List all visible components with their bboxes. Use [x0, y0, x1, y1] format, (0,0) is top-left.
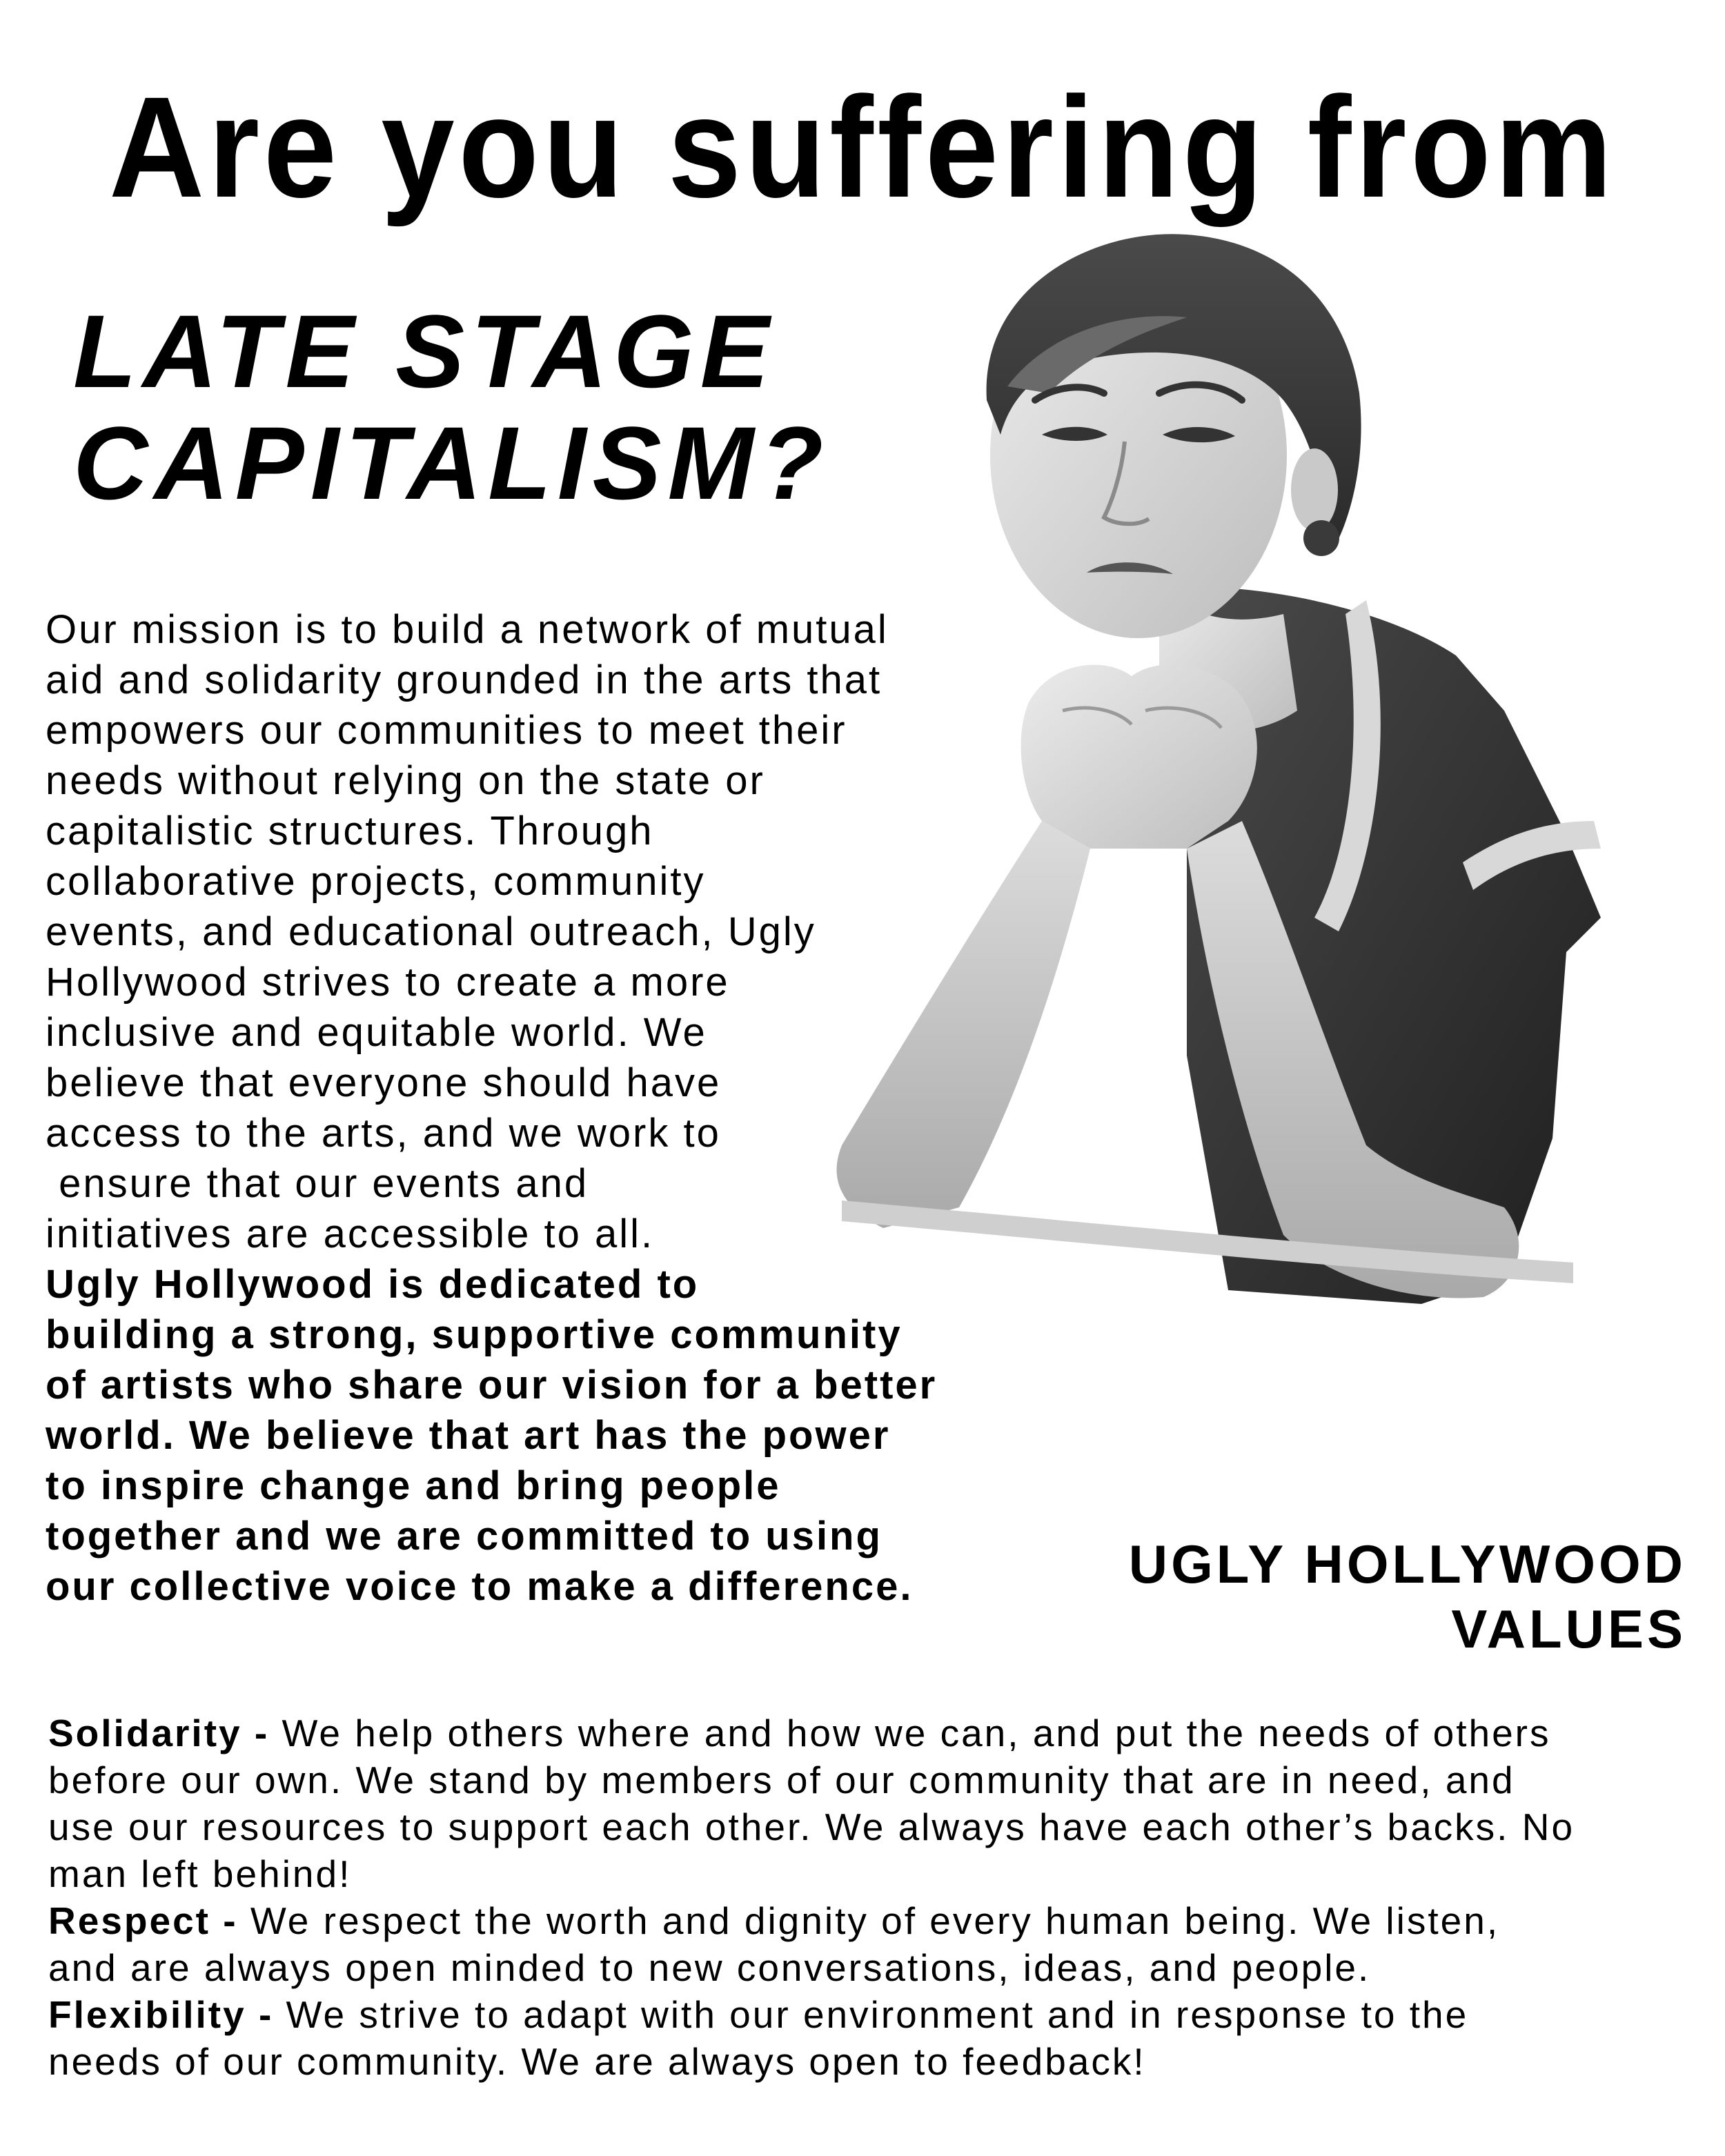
- value-respect: [48, 1897, 1704, 1991]
- values-title: [996, 1532, 1686, 1661]
- value-text: use our resources to support each other. We always have each other’s backs. No: [48, 1806, 1575, 1848]
- value-text: We help others where and how we can, and put the needs of others: [269, 1712, 1551, 1754]
- mission-bold-line: Ugly Hollywood is dedicated to: [46, 1262, 700, 1307]
- subhead-line-2: CAPITALISM?: [73, 405, 830, 521]
- mission-bold-line: together and we are committed to using: [46, 1514, 883, 1559]
- value-label-solidarity: Solidarity -: [48, 1712, 270, 1754]
- mission-bold-line: world. We believe that art has the power: [46, 1413, 891, 1458]
- mission-bold-line: to inspire change and bring people: [46, 1463, 781, 1508]
- mission-line: Our mission is to build a network of mutual: [46, 607, 889, 652]
- values-list: [48, 1710, 1704, 2085]
- subhead-line-1: LATE STAGE: [73, 293, 776, 409]
- ear-shape: [1291, 448, 1338, 531]
- value-label-flexibility: Flexibility -: [48, 1993, 274, 2036]
- value-text: man left behind!: [48, 1852, 352, 1895]
- value-text: We strive to adapt with our environment and in response to the: [273, 1993, 1469, 2036]
- mission-line: aid and solidarity grounded in the arts that: [46, 657, 883, 702]
- value-text: needs of our community. We are always open to feedback!: [48, 2040, 1146, 2083]
- mission-line: access to the arts, and we work to: [46, 1111, 721, 1156]
- mission-bold-line: of artists who share our vision for a better: [46, 1363, 938, 1407]
- values-title-line-2: VALUES: [1451, 1599, 1686, 1659]
- value-text: before our own. We stand by members of our community that are in need, and: [48, 1759, 1515, 1801]
- value-text: We respect the worth and dignity of every human being. We listen,: [237, 1899, 1500, 1942]
- value-text: and are always open minded to new conversations, ideas, and people.: [48, 1946, 1371, 1989]
- mission-line: needs without relying on the state or: [46, 758, 765, 803]
- values-title-line-1: UGLY HOLLYWOOD: [1128, 1534, 1686, 1594]
- mission-line: collaborative projects, community: [46, 859, 706, 904]
- mission-line: Hollywood strives to create a more: [46, 960, 730, 1005]
- mission-bold-line: building a strong, supportive community: [46, 1312, 903, 1357]
- value-solidarity: [48, 1710, 1704, 1897]
- earring-icon: [1303, 520, 1339, 556]
- mission-statement: [46, 604, 1081, 1612]
- mission-line: ensure that our events and: [46, 1161, 589, 1206]
- mission-line: initiatives are accessible to all.: [46, 1211, 655, 1256]
- mission-bold-line: our collective voice to make a difference.: [46, 1564, 914, 1609]
- headline: Are you suffering from: [108, 68, 1617, 228]
- mission-line: believe that everyone should have: [46, 1060, 722, 1105]
- value-flexibility: [48, 1991, 1704, 2085]
- mission-line: events, and educational outreach, Ugly: [46, 909, 816, 954]
- mission-line: empowers our communities to meet their: [46, 708, 847, 753]
- mission-line: inclusive and equitable world. We: [46, 1010, 707, 1055]
- value-label-respect: Respect -: [48, 1899, 238, 1942]
- mission-line: capitalistic structures. Through: [46, 809, 654, 853]
